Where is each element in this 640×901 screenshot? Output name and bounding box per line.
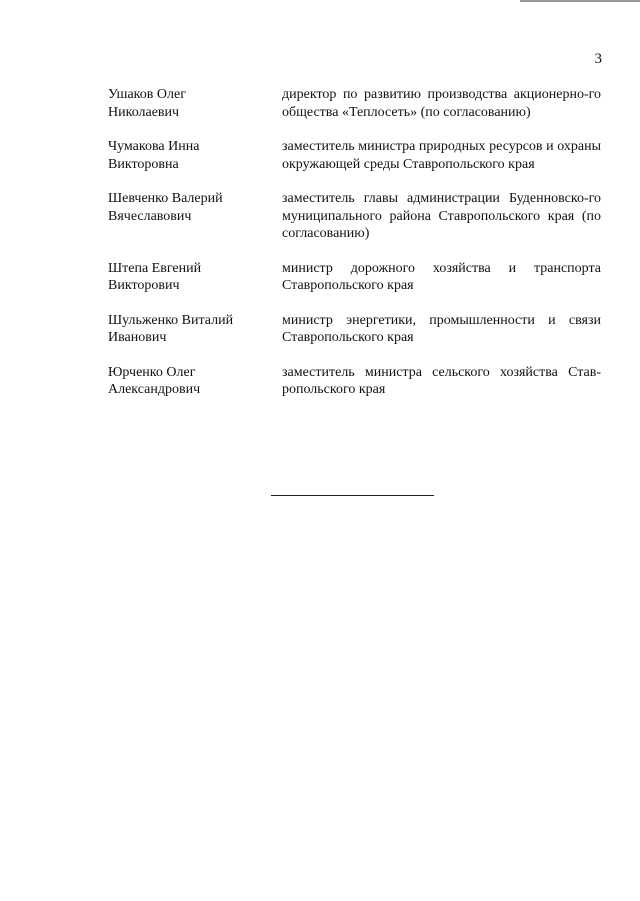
member-position: директор по развитию производства акционерно-го общества «Теплосеть» (по согласованию) [282,87,601,120]
member-patronymic: Викторовна [108,156,179,172]
member-patronymic: Николаевич [108,104,180,120]
member-name [108,364,282,399]
member-patronymic: Викторович [108,278,180,293]
member-surname-first: Штепа Евгений [108,260,202,276]
member-patronymic: Вячеславович [108,208,192,224]
member-row [108,190,601,243]
member-position: заместитель министра сельского хозяйства Став-ропольского края [282,364,601,397]
member-row [108,260,601,295]
member-name [108,260,282,295]
member-name [108,190,282,225]
member-surname-first: Юрченко Олег [108,364,196,380]
member-position: министр энергетики, промышленности и связи Ставропольского края [282,312,601,345]
member-patronymic: Александрович [108,382,201,397]
member-patronymic: Иванович [108,330,167,345]
member-surname-first: Ушаков Олег [108,87,186,102]
member-row [108,86,601,121]
member-name [108,312,282,347]
member-name [108,138,282,173]
member-row [108,312,601,347]
member-surname-first: Шевченко Валерий [108,191,223,206]
member-row [108,364,601,399]
member-surname-first: Шульженко Виталий [108,312,234,328]
scan-edge-line [520,0,640,2]
end-of-list-rule [271,495,434,496]
member-position: министр дорожного хозяйства и транспорта Ставропольского края [282,260,601,293]
member-name [108,86,282,121]
member-list [108,86,601,399]
member-position: заместитель министра природных ресурсов и охраны окружающей среды Ставропольского края [282,139,601,172]
member-surname-first: Чумакова Инна [108,139,200,154]
member-row [108,138,601,173]
member-position: заместитель главы администрации Буденновско-го муниципального района Ставропольского края (по согласованию) [282,191,601,241]
page-number: 3 [594,51,602,67]
